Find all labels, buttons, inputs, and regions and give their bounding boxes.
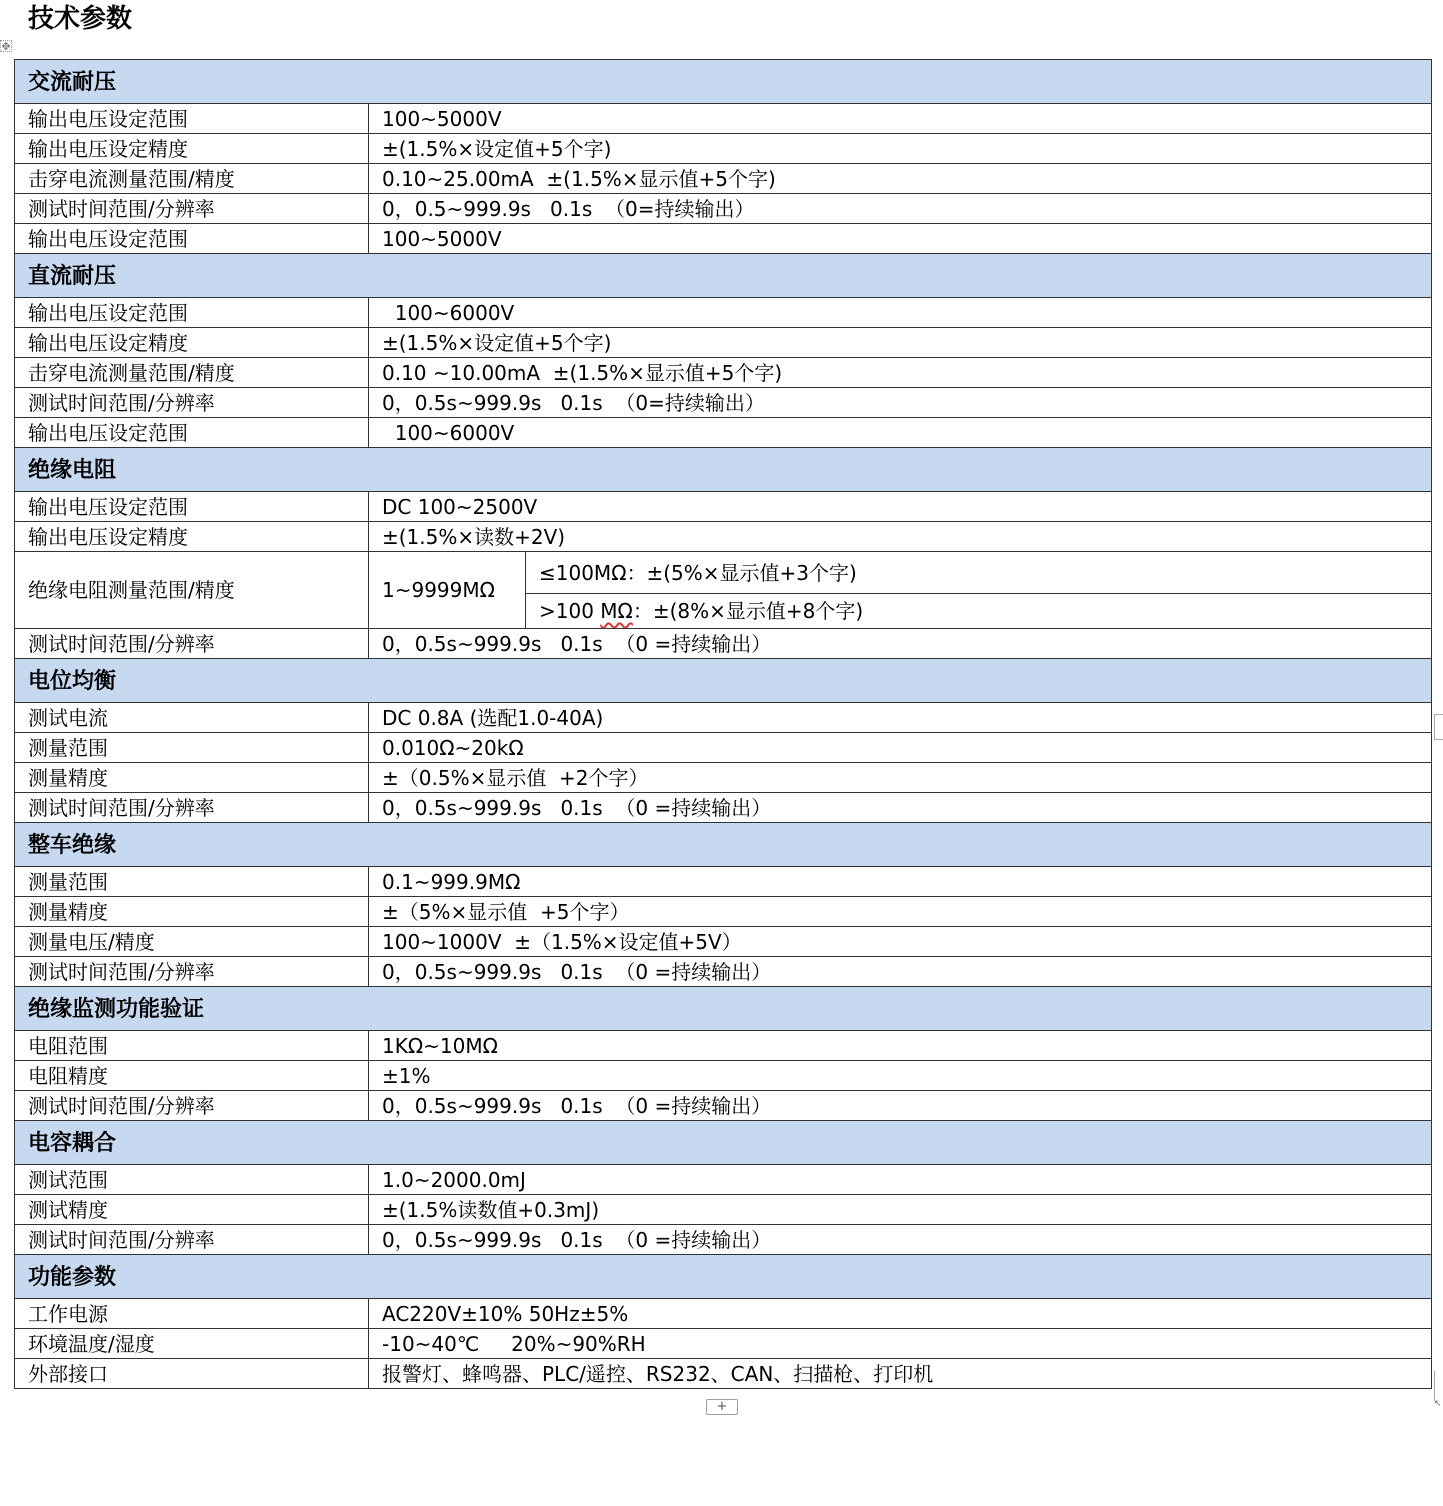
table-row xyxy=(15,492,1432,522)
accuracy-unit: MΩ xyxy=(600,599,633,624)
param-value[interactable]: 100~5000V xyxy=(369,224,1432,254)
param-label[interactable]: 工作电源 xyxy=(15,1299,369,1329)
param-value[interactable]: DC 0.8A (选配1.0-40A) xyxy=(369,703,1432,733)
table-row xyxy=(15,763,1432,793)
param-value[interactable]: 0，0.5s~999.9s 0.1s （0 =持续输出） xyxy=(369,793,1432,823)
param-label[interactable]: 外部接口 xyxy=(15,1359,369,1389)
table-row xyxy=(15,1359,1432,1389)
param-value[interactable]: ±（0.5%×显示值 +2个字） xyxy=(369,763,1432,793)
table-row xyxy=(15,927,1432,957)
section-header[interactable]: 整车绝缘 xyxy=(15,823,1432,867)
param-value[interactable]: 100~5000V xyxy=(369,104,1432,134)
param-value[interactable]: 0.010Ω~20kΩ xyxy=(369,733,1432,763)
spec-table xyxy=(14,59,1432,1389)
param-value[interactable]: 0，0.5s~999.9s 0.1s （0 =持续输出） xyxy=(369,957,1432,987)
section-header[interactable]: 直流耐压 xyxy=(15,254,1432,298)
section-header-row xyxy=(15,60,1432,104)
section-header-row xyxy=(15,254,1432,298)
table-resize-handle-icon[interactable]: ↖ xyxy=(1434,1399,1442,1409)
param-value[interactable]: 0.1~999.9MΩ xyxy=(369,867,1432,897)
param-accuracy-low[interactable]: ≤100MΩ：±(5%×显示值+3个字) xyxy=(526,552,1432,594)
param-value[interactable]: 100~1000V ±（1.5%×设定值+5V） xyxy=(369,927,1432,957)
table-row xyxy=(15,418,1432,448)
row-insert-handle-icon[interactable] xyxy=(1434,714,1443,740)
table-edge-handle xyxy=(1434,1371,1443,1401)
table-row xyxy=(15,1165,1432,1195)
param-label[interactable]: 输出电压设定范围 xyxy=(15,104,369,134)
param-label[interactable]: 输出电压设定精度 xyxy=(15,134,369,164)
table-row xyxy=(15,1299,1432,1329)
accuracy-suffix: ：±(8%×显示值+8个字) xyxy=(632,599,864,624)
param-accuracy-high[interactable] xyxy=(526,594,1432,629)
param-label[interactable]: 输出电压设定精度 xyxy=(15,522,369,552)
param-label[interactable]: 测量范围 xyxy=(15,867,369,897)
param-label[interactable]: 测量范围 xyxy=(15,733,369,763)
param-value[interactable]: 0，0.5s~999.9s 0.1s （0 =持续输出） xyxy=(369,629,1432,659)
section-header[interactable]: 功能参数 xyxy=(15,1255,1432,1299)
table-row xyxy=(15,164,1432,194)
table-row xyxy=(15,733,1432,763)
param-value[interactable]: 0，0.5s~999.9s 0.1s （0 =持续输出） xyxy=(369,1225,1432,1255)
table-row xyxy=(15,552,1432,594)
param-value[interactable]: 100~6000V xyxy=(369,298,1432,328)
table-row xyxy=(15,1225,1432,1255)
section-header[interactable]: 交流耐压 xyxy=(15,60,1432,104)
param-value[interactable]: DC 100~2500V xyxy=(369,492,1432,522)
table-row xyxy=(15,194,1432,224)
param-value[interactable]: 报警灯、蜂鸣器、PLC/遥控、RS232、CAN、扫描枪、打印机 xyxy=(369,1359,1432,1389)
param-label[interactable]: 测量电压/精度 xyxy=(15,927,369,957)
section-header[interactable]: 电位均衡 xyxy=(15,659,1432,703)
table-row xyxy=(15,867,1432,897)
param-value[interactable]: 0，0.5s~999.9s 0.1s （0 =持续输出） xyxy=(369,1091,1432,1121)
param-value[interactable]: 100~6000V xyxy=(369,418,1432,448)
param-label[interactable]: 绝缘电阻测量范围/精度 xyxy=(15,552,369,629)
table-row xyxy=(15,388,1432,418)
param-value[interactable]: ±(1.5%×设定值+5个字) xyxy=(369,328,1432,358)
section-header-row xyxy=(15,1121,1432,1165)
param-value[interactable]: ±(1.5%×读数+2V) xyxy=(369,522,1432,552)
table-row xyxy=(15,522,1432,552)
param-value[interactable]: -10~40℃ 20%~90%RH xyxy=(369,1329,1432,1359)
param-label[interactable]: 测试时间范围/分辨率 xyxy=(15,388,369,418)
section-header[interactable]: 电容耦合 xyxy=(15,1121,1432,1165)
param-label[interactable]: 测试电流 xyxy=(15,703,369,733)
table-row xyxy=(15,358,1432,388)
param-label[interactable]: 测试范围 xyxy=(15,1165,369,1195)
section-header-row xyxy=(15,987,1432,1031)
param-label[interactable]: 测试时间范围/分辨率 xyxy=(15,1091,369,1121)
param-value[interactable]: ±1% xyxy=(369,1061,1432,1091)
table-row xyxy=(15,1061,1432,1091)
param-value[interactable]: 0.10 ~10.00mA ±(1.5%×显示值+5个字) xyxy=(369,358,1432,388)
param-value[interactable]: 0.10~25.00mA ±(1.5%×显示值+5个字) xyxy=(369,164,1432,194)
param-value[interactable]: 0，0.5s~999.9s 0.1s （0=持续输出） xyxy=(369,388,1432,418)
table-row xyxy=(15,134,1432,164)
param-label[interactable]: 电阻精度 xyxy=(15,1061,369,1091)
param-value[interactable]: AC220V±10% 50Hz±5% xyxy=(369,1299,1432,1329)
param-label[interactable]: 输出电压设定范围 xyxy=(15,418,369,448)
table-row xyxy=(15,1031,1432,1061)
param-label[interactable]: 输出电压设定精度 xyxy=(15,328,369,358)
table-row xyxy=(15,897,1432,927)
section-header[interactable]: 绝缘电阻 xyxy=(15,448,1432,492)
table-row xyxy=(15,957,1432,987)
param-value[interactable]: ±（5%×显示值 +5个字） xyxy=(369,897,1432,927)
param-label[interactable]: 环境温度/湿度 xyxy=(15,1329,369,1359)
accuracy-prefix: >100 xyxy=(539,599,601,624)
param-label[interactable]: 测试时间范围/分辨率 xyxy=(15,1225,369,1255)
add-row-icon[interactable]: + xyxy=(706,1399,738,1415)
param-label[interactable]: 测试时间范围/分辨率 xyxy=(15,793,369,823)
param-label[interactable]: 测量精度 xyxy=(15,897,369,927)
param-label[interactable]: 测试时间范围/分辨率 xyxy=(15,957,369,987)
section-header-row xyxy=(15,1255,1432,1299)
param-label[interactable]: 输出电压设定范围 xyxy=(15,224,369,254)
table-move-handle-icon[interactable]: ✥ xyxy=(1,40,11,53)
table-row xyxy=(15,328,1432,358)
table-row xyxy=(15,298,1432,328)
section-header-row xyxy=(15,448,1432,492)
section-header[interactable]: 绝缘监测功能验证 xyxy=(15,987,1432,1031)
param-label[interactable]: 输出电压设定范围 xyxy=(15,298,369,328)
param-value[interactable]: ±(1.5%×设定值+5个字) xyxy=(369,134,1432,164)
table-row xyxy=(15,1329,1432,1359)
table-row xyxy=(15,703,1432,733)
section-header-row xyxy=(15,823,1432,867)
param-label[interactable]: 击穿电流测量范围/精度 xyxy=(15,358,369,388)
table-row xyxy=(15,793,1432,823)
table-row xyxy=(15,224,1432,254)
param-label[interactable]: 电阻范围 xyxy=(15,1031,369,1061)
param-range[interactable]: 1~9999MΩ xyxy=(369,552,526,629)
table-row xyxy=(15,1091,1432,1121)
table-row xyxy=(15,104,1432,134)
param-value[interactable]: 0，0.5~999.9s 0.1s （0=持续输出） xyxy=(369,194,1432,224)
param-label[interactable]: 测量精度 xyxy=(15,763,369,793)
param-value[interactable]: ±(1.5%读数值+0.3mJ) xyxy=(369,1195,1432,1225)
param-label[interactable]: 输出电压设定范围 xyxy=(15,492,369,522)
param-label[interactable]: 测试精度 xyxy=(15,1195,369,1225)
param-value[interactable]: 1.0~2000.0mJ xyxy=(369,1165,1432,1195)
param-label[interactable]: 击穿电流测量范围/精度 xyxy=(15,164,369,194)
param-label[interactable]: 测试时间范围/分辨率 xyxy=(15,629,369,659)
section-header-row xyxy=(15,659,1432,703)
page-title: 技术参数 xyxy=(28,4,133,34)
param-label[interactable]: 测试时间范围/分辨率 xyxy=(15,194,369,224)
table-row xyxy=(15,629,1432,659)
param-value[interactable]: 1KΩ~10MΩ xyxy=(369,1031,1432,1061)
table-row xyxy=(15,1195,1432,1225)
